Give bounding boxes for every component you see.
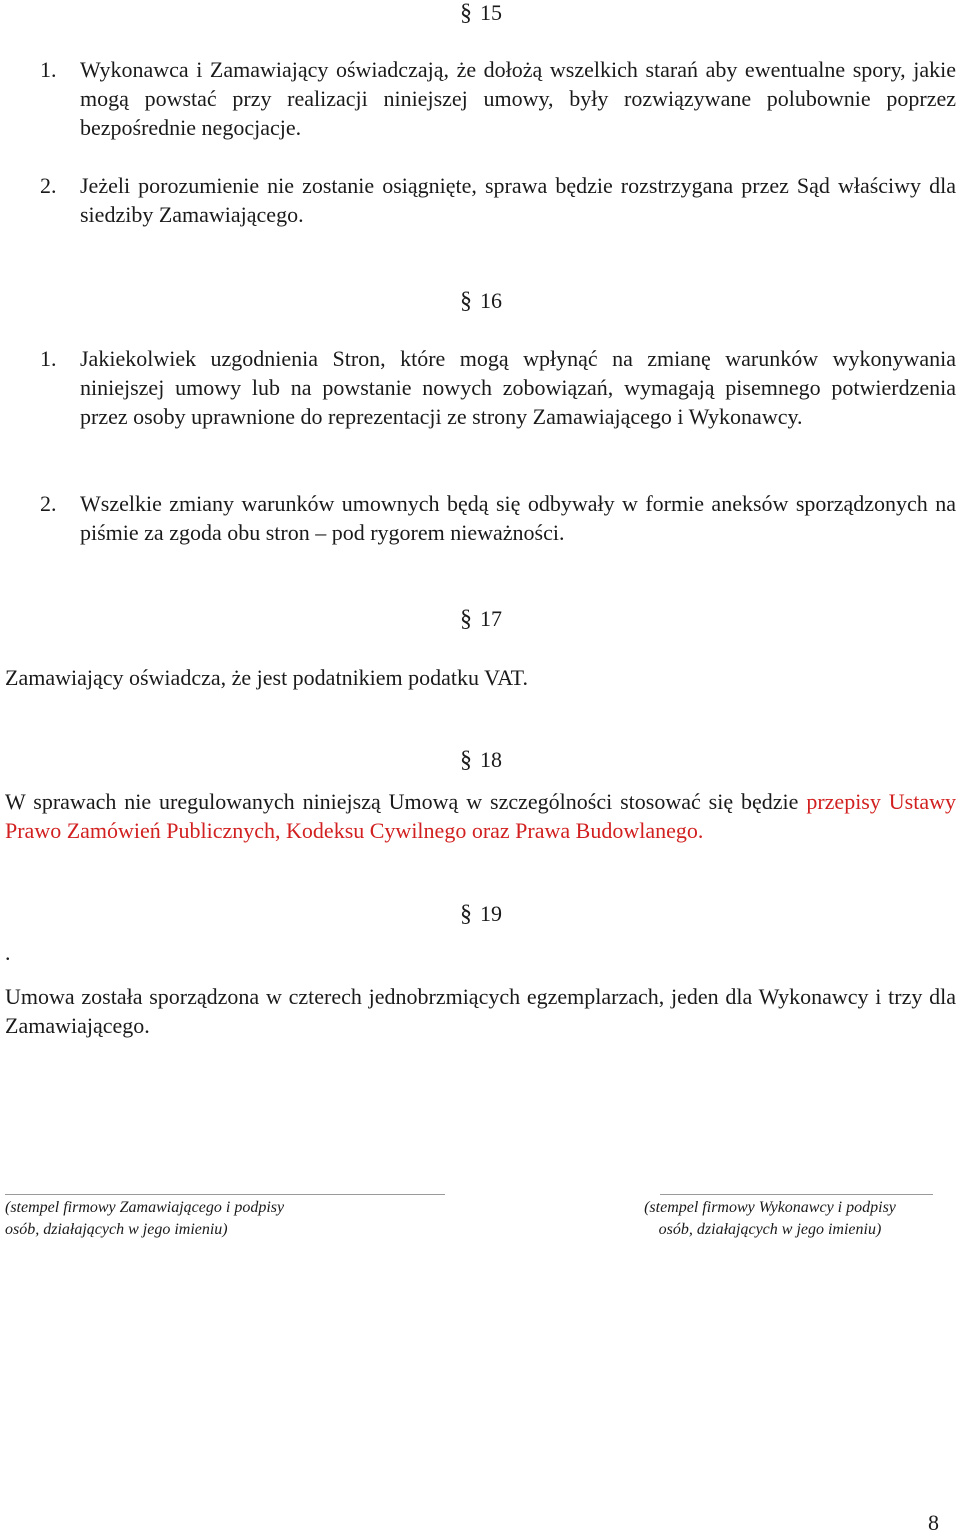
section-number: 17 bbox=[480, 606, 502, 631]
applicable-law-statutes: przepisy Ustawy Prawo Zamówień Publicznych, Kodeksu Cywilnego oraz Prawa Budowlanego. bbox=[5, 789, 956, 843]
clause-number: 2. bbox=[40, 173, 57, 198]
section-heading-18 bbox=[460, 749, 502, 771]
signature-line-right bbox=[660, 1194, 933, 1195]
section-number: 18 bbox=[480, 747, 502, 772]
section-sign: § bbox=[460, 288, 472, 314]
signature-line-left bbox=[5, 1194, 445, 1195]
signature-caption-left bbox=[5, 1197, 284, 1241]
page-number: 8 bbox=[928, 1510, 939, 1535]
section-sign: § bbox=[460, 0, 472, 26]
signature-caption-right-line1: (stempel firmowy Wykonawcy i podpisy bbox=[644, 1199, 896, 1216]
section-number: 16 bbox=[480, 288, 502, 313]
vat-statement: Zamawiający oświadcza, że jest podatnikiem podatku VAT. bbox=[5, 665, 528, 690]
clause-number: 1. bbox=[40, 346, 57, 371]
clause-15-2: Jeżeli porozumienie nie zostanie osiągnięte, sprawa będzie rozstrzygana przez Sąd właściwy dla siedziby Zamawiającego. bbox=[80, 173, 956, 227]
clause-16-1: Jakiekolwiek uzgodnienia Stron, które mogą wpłynąć na zmianę warunków wykonywania niniejszej umowy lub na powstanie nowych zobowiązań, wymagają pisemnego potwierdzenia przez osoby uprawnione do reprezentacji ze strony Zamawiającego i Wykonawcy. bbox=[80, 346, 956, 429]
clause-15-1: Wykonawca i Zamawiający oświadczają, że dołożą wszelkich starań aby ewentualne spory, jakie mogą powstać przy realizacji niniejszej umowy, były rozwiązywane polubownie poprzez bezpośrednie negocjacje. bbox=[80, 57, 956, 140]
section-sign: § bbox=[460, 747, 472, 773]
section-sign: § bbox=[460, 606, 472, 632]
signature-caption-left-line2: osób, działających w jego imieniu) bbox=[5, 1221, 228, 1238]
section-number: 15 bbox=[480, 0, 502, 25]
signature-caption-right-line2: osób, działających w jego imieniu) bbox=[658, 1221, 882, 1238]
clause-number: 2. bbox=[40, 491, 57, 516]
signature-caption-right bbox=[620, 1197, 920, 1241]
section-heading-16 bbox=[460, 290, 502, 312]
copies-statement: Umowa została sporządzona w czterech jednobrzmiących egzemplarzach, jeden dla Wykonawcy i trzy dla Zamawiającego. bbox=[5, 984, 956, 1038]
section-number: 19 bbox=[480, 901, 502, 926]
stray-dot: . bbox=[5, 940, 11, 965]
section-heading-19 bbox=[460, 903, 502, 925]
clause-16-2: Wszelkie zmiany warunków umownych będą się odbywały w formie aneksów sporządzonych na piśmie za zgoda obu stron – pod rygorem nieważności. bbox=[80, 491, 956, 545]
applicable-law-paragraph bbox=[5, 787, 956, 845]
signature-caption-left-line1: (stempel firmowy Zamawiającego i podpisy bbox=[5, 1199, 285, 1216]
clause-number: 1. bbox=[40, 57, 57, 82]
applicable-law-text: W sprawach nie uregulowanych niniejszą Umową w szczególności stosować się będzie bbox=[5, 789, 807, 814]
section-heading-17 bbox=[460, 608, 502, 630]
section-heading-15 bbox=[460, 2, 502, 24]
section-sign: § bbox=[460, 901, 472, 927]
